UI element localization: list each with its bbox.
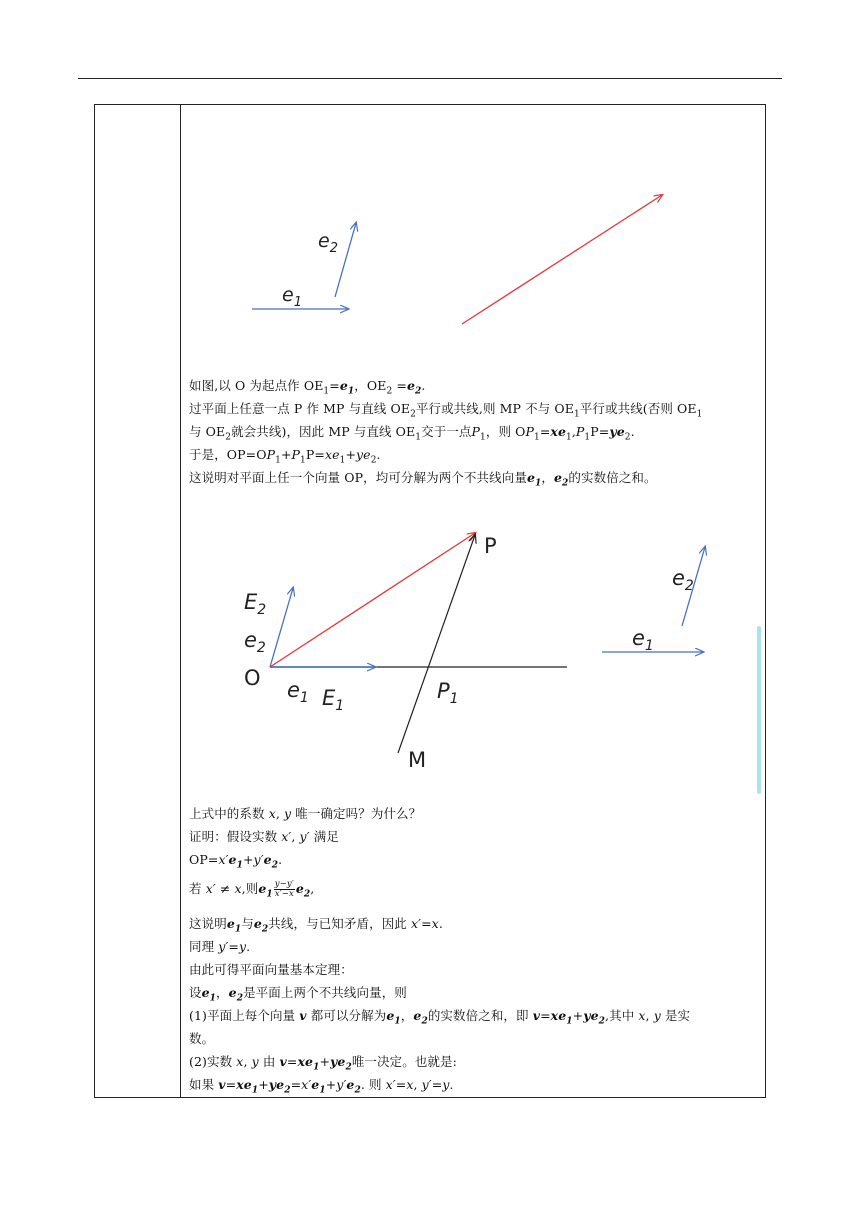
text: 与 (241, 916, 254, 931)
sub: 1 (480, 432, 486, 443)
text: + (345, 447, 357, 462)
text-line-4 (189, 446, 381, 464)
vec: v (532, 1008, 541, 1023)
vec: v (218, 1077, 226, 1092)
text: = (431, 1077, 443, 1092)
sub: 2 (415, 386, 422, 397)
text-theorem-3 (189, 1030, 214, 1048)
label-right-e2: e (672, 566, 685, 590)
text: 共线，与已知矛盾，因此 (268, 916, 411, 931)
text: 设 (189, 985, 202, 1000)
vec: xe (550, 424, 566, 439)
text: 交于一点 (421, 424, 472, 439)
var: y (238, 939, 247, 954)
var: x (431, 916, 439, 931)
text: 由此可得平面向量基本定理： (189, 962, 353, 977)
text: ，OE (354, 378, 387, 393)
vec: ye (609, 424, 625, 439)
svg-text:E1 (322, 686, 344, 714)
label-right-e1: e (632, 626, 645, 650)
sub: 1 (566, 1016, 573, 1027)
text: . (449, 1077, 454, 1092)
text-line-3 (189, 423, 635, 441)
vec: e (339, 378, 348, 393)
text: 若 (189, 881, 206, 896)
vec: e (228, 985, 237, 1000)
text: , (310, 881, 315, 896)
svg-text:P1 (437, 679, 459, 707)
figure-basis-and-target-vector (240, 185, 680, 330)
text: 的实数倍之和，即 (427, 1008, 533, 1023)
text: 如图,以 O 为起点作 OE (189, 378, 324, 393)
var: y′ (336, 1077, 347, 1092)
text-theorem-intro (189, 961, 353, 979)
sub: 1 (209, 993, 217, 1004)
sub: 1 (300, 455, 306, 466)
vec: e (413, 1008, 422, 1023)
sub: 2 (354, 1085, 361, 1096)
arrow-OP (270, 533, 475, 667)
text: 如果 (189, 1077, 219, 1092)
text-line-2 (189, 400, 702, 418)
text: + (242, 852, 254, 867)
text: OP= (189, 852, 219, 867)
text-proof-3 (189, 880, 314, 899)
text-line-5 (189, 469, 657, 487)
vec: v (279, 1054, 287, 1069)
target-vector-arrow (462, 195, 662, 324)
sub: 2 (386, 386, 393, 397)
text: + (258, 1077, 269, 1092)
text: = (290, 1077, 302, 1092)
text: 由 (258, 1054, 280, 1069)
text: 平行或共线(否则 OE (579, 401, 697, 416)
vec: e (346, 1077, 355, 1092)
sub: 2 (598, 1016, 606, 1027)
svg-text:e1 (282, 284, 302, 310)
text: 上式中的系数 (189, 806, 269, 821)
text: 都可以分解为 (306, 1008, 387, 1023)
vec: ye (268, 1077, 285, 1092)
var: x (268, 806, 276, 821)
text: ， (541, 470, 554, 485)
text: 于是，OP=O (189, 447, 267, 462)
sub: 2 (421, 1016, 428, 1027)
var: ye (356, 447, 371, 462)
vec: e (228, 852, 237, 867)
var: x′ (301, 1077, 312, 1092)
text: , (413, 1077, 422, 1092)
figure-vector-decomposition (235, 525, 755, 775)
svg-text:E2 (244, 590, 266, 618)
var: x (638, 1008, 646, 1023)
sub: 1 (339, 455, 346, 466)
text: . (376, 447, 381, 462)
text: 数。 (189, 1031, 215, 1046)
text-proof-1 (189, 828, 339, 846)
label-right-e1-sub: 1 (644, 638, 654, 654)
text: ≠ (215, 881, 235, 896)
label-e2: e (244, 628, 257, 652)
sub: 1 (266, 889, 273, 900)
text: ， (400, 1008, 414, 1023)
vec: v (299, 1008, 307, 1023)
vec: e (226, 916, 235, 931)
label-e1: e (282, 284, 294, 306)
sub: 1 (313, 1062, 320, 1073)
text: 满足 (309, 829, 339, 844)
var: P (291, 447, 301, 462)
label-P1-sub: 1 (449, 691, 459, 707)
text: ,则 (241, 881, 259, 896)
vec: xe (297, 1054, 314, 1069)
arrow-e2 (270, 588, 293, 667)
text: = (228, 939, 239, 954)
svg-text:e2 (672, 566, 694, 594)
var: y′ (299, 829, 310, 844)
var: y (251, 1054, 259, 1069)
text: . 则 (360, 1077, 386, 1092)
sub: 1 (319, 1085, 326, 1096)
svg-text:e2 (318, 230, 338, 256)
vec: e (253, 916, 262, 931)
sub: 2 (624, 432, 631, 443)
sub: 1 (566, 432, 572, 443)
text: P= (305, 447, 325, 462)
text: = (540, 1008, 551, 1023)
vec: e (311, 1077, 320, 1092)
vec: ye (583, 1008, 599, 1023)
sub: 1 (394, 1016, 401, 1027)
label-E1-sub: 1 (335, 698, 345, 714)
sub: 2 (225, 432, 232, 443)
table-column-divider (180, 104, 181, 1098)
text: 是实 (660, 1008, 691, 1023)
label-M: M (408, 748, 427, 772)
var: x′ (385, 1077, 396, 1092)
sub: 2 (236, 993, 244, 1004)
var: x (236, 1054, 244, 1069)
vec: e (263, 852, 272, 867)
vec: e (295, 881, 304, 896)
vec: e (406, 378, 415, 393)
label-E2-sub: 2 (257, 602, 267, 618)
vec: e (526, 470, 535, 485)
label-e1-sub: 1 (299, 690, 309, 706)
text: 这说明对平面上任一个向量 OP，均可分解为两个不共线向量 (189, 470, 527, 485)
text-theorem-4 (189, 1053, 457, 1071)
text-theorem-5 (189, 1076, 454, 1094)
sub: 1 (234, 924, 242, 935)
vec: e (258, 881, 267, 896)
vec: xe (550, 1008, 567, 1023)
var: P (471, 424, 481, 439)
var: y (284, 806, 292, 821)
text: = (392, 378, 407, 393)
label-O: O (244, 666, 261, 690)
sub: 1 (415, 432, 422, 443)
label-e2-sub: 2 (256, 640, 266, 656)
label-e2: e (318, 230, 330, 252)
label-e2-sub: 2 (329, 241, 338, 256)
text: . (421, 378, 426, 393)
text: 同理 (189, 939, 219, 954)
text: 的实数倍之和。 (568, 470, 657, 485)
var: y′ (421, 1077, 432, 1092)
text: 与 OE (189, 424, 226, 439)
fraction-numerator: y−y′ (274, 879, 294, 889)
vec: e (386, 1008, 395, 1023)
var: x′ (281, 829, 292, 844)
text-proof-2 (189, 851, 282, 869)
sub: 2 (370, 455, 377, 466)
var: P (525, 424, 534, 439)
text: = (395, 1077, 407, 1092)
text: . (630, 424, 635, 439)
sub: 1 (535, 478, 542, 489)
svg-text:e2 (244, 628, 266, 656)
text: = (225, 1077, 237, 1092)
text: + (319, 1054, 331, 1069)
text-question (189, 805, 421, 823)
text: (1)平面上每个向量 (189, 1008, 300, 1023)
sub: 2 (345, 1062, 352, 1073)
var: P (575, 424, 585, 439)
label-e1-sub: 1 (293, 295, 302, 310)
var: xe (324, 447, 340, 462)
text: 唯一确定吗？为什么？ (291, 806, 422, 821)
text: . (278, 852, 283, 867)
label-right-e2-sub: 2 (684, 578, 694, 594)
vec: e (553, 470, 563, 485)
var: x′ (410, 916, 422, 931)
text: 是平面上两个不共线向量，则 (243, 985, 407, 1000)
text: 平行或共线,则 MP 不与 OE (415, 401, 574, 416)
text: , (275, 806, 284, 821)
text: , (243, 1054, 252, 1069)
text: , (291, 829, 300, 844)
text: , (645, 1008, 654, 1023)
text: ， (216, 985, 229, 1000)
sub: 1 (347, 386, 355, 397)
line-MP (398, 535, 475, 753)
text: = (421, 916, 432, 931)
label-P1: P (437, 679, 450, 703)
var: x (234, 881, 242, 896)
text: 证明：假设实数 (189, 829, 282, 844)
text: P= (590, 424, 610, 439)
text-proof-4 (189, 915, 443, 933)
text: ,其中 (605, 1008, 639, 1023)
page-header-rule (78, 78, 782, 79)
sub: 1 (323, 386, 330, 397)
text: ，则 O (485, 424, 526, 439)
sub: 1 (533, 432, 540, 443)
sub: 2 (271, 860, 279, 871)
text: + (572, 1008, 584, 1023)
text-theorem-2 (189, 1007, 690, 1025)
text: 这说明 (189, 916, 227, 931)
sub: 2 (303, 889, 311, 900)
text: = (539, 424, 551, 439)
text: 过平面上任意一点 P 作 MP 与直线 OE (189, 401, 411, 416)
sub: 1 (696, 409, 703, 420)
text-theorem-1 (189, 984, 407, 1002)
var: y′ (218, 939, 229, 954)
sub: 1 (584, 432, 591, 443)
var: y (442, 1077, 450, 1092)
vec: ye (330, 1054, 346, 1069)
vec: e (201, 985, 210, 1000)
var: x′ (218, 852, 229, 867)
sub: 1 (275, 455, 281, 466)
vector-e2-arrow (335, 223, 356, 297)
text-line-1 (189, 377, 425, 395)
text: + (280, 447, 292, 462)
sub: 1 (236, 860, 243, 871)
label-E2: E (244, 590, 258, 614)
svg-text:e1 (632, 626, 654, 654)
fraction-denominator: x′−x (274, 889, 294, 899)
sub: 1 (573, 409, 580, 420)
text-proof-5 (189, 938, 250, 956)
text: = (329, 378, 340, 393)
svg-text:e1 (287, 678, 309, 706)
label-E1: E (322, 686, 336, 710)
label-P: P (484, 534, 497, 558)
text: . (438, 916, 443, 931)
vec: xe (236, 1077, 252, 1092)
sub: 2 (284, 1085, 291, 1096)
text: + (325, 1077, 337, 1092)
text: 唯一决定。也就是: (351, 1054, 457, 1069)
var: y (653, 1008, 661, 1023)
text: (2)实数 (189, 1054, 237, 1069)
label-e1: e (287, 678, 300, 702)
var: x (406, 1077, 414, 1092)
var: x′ (205, 881, 216, 896)
text: = (286, 1054, 298, 1069)
text: , (571, 424, 576, 439)
embedded-scrollbar[interactable] (757, 626, 761, 794)
sub: 2 (261, 924, 269, 935)
text: . (246, 939, 251, 954)
sub: 2 (410, 409, 416, 420)
text: 就会共线)，因此 MP 与直线 OE (231, 424, 416, 439)
sub: 2 (562, 478, 569, 489)
fraction (274, 880, 295, 899)
var: P (266, 447, 276, 462)
var: y′ (253, 852, 264, 867)
sub: 1 (251, 1085, 259, 1096)
